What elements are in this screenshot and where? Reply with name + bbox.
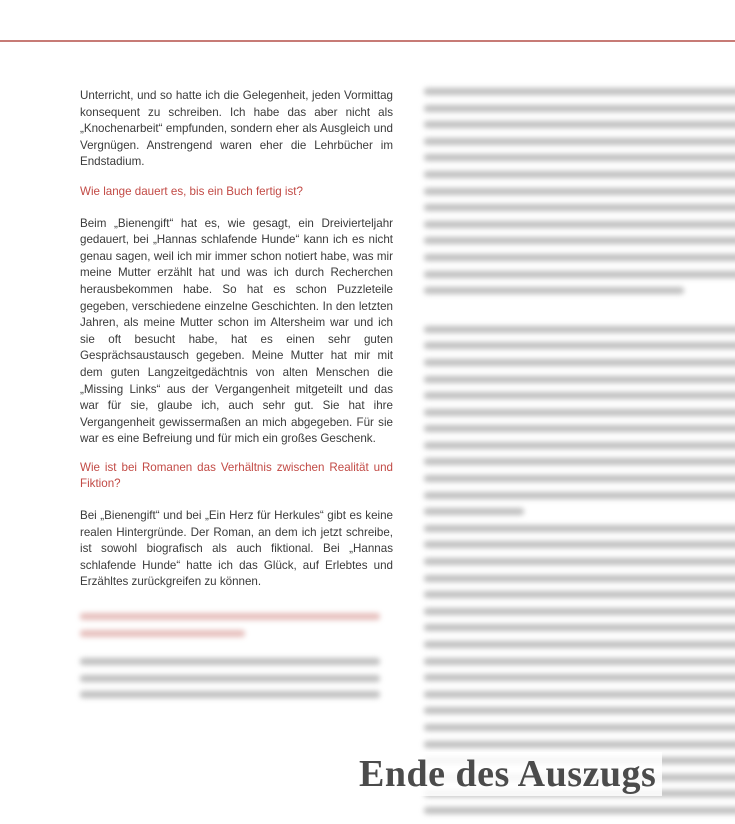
blurred-left-tail	[80, 613, 393, 698]
paragraph-1: Unterricht, und so hatte ich die Gelegenheit, jeden Vormittag konsequent zu schreiben. Ich habe das aber nicht als „Knochenarbeit“ empfunden, sondern eher als Ausgleich und Vergnügen. Anstrengend waren eher die Lehrbücher im Endstadium.	[80, 89, 393, 169]
excerpt-end-watermark: Ende des Auszugs	[355, 752, 662, 796]
header-rule	[0, 40, 735, 42]
blurred-right-column	[424, 88, 735, 824]
question-1: Wie lange dauert es, bis ein Buch fertig ist?	[80, 184, 303, 198]
article-left-column	[80, 88, 393, 708]
paragraph-3: Bei „Bienengift“ und bei „Ein Herz für Herkules“ gibt es keine realen Hintergründe. Der Roman, an dem ich jetzt schreibe, ist sowohl biografisch als auch fiktional. Bei „Hannas schlafende Hunde“ hatte ich das Glück, auf Erlebtes und Erzähltes zurückgreifen zu können.	[80, 509, 393, 589]
question-2: Wie ist bei Romanen das Verhältnis zwischen Realität und Fiktion?	[80, 460, 393, 491]
paragraph-2: Beim „Bienengift“ hat es, wie gesagt, ein Dreivierteljahr gedauert, bei „Hannas schlafende Hunde“ kann ich es nicht genau sagen, weil ich mir immer schon notiert habe, was mir meine Mutter erzählt hat und was ich durch Recherchen herausbekommen habe. So hat es schon Puzzleteile gegeben, verschiedene einzelne Geschichten. In den letzten Jahren, als meine Mutter schon im Altersheim war und ich sie oft besucht habe, hat es einen sehr guten Gesprächsaustausch gegeben. Meine Mutter hat mir mit dem guten Langzeitgedächtnis von alten Menschen die „Missing Links“ aus der Vergangenheit mitgeteilt und das war für sie, glaube ich, auch sehr gut. Sie hat ihre Vergangenheit gewissermaßen an mich abgegeben. Für sie war es eine Befreiung und für mich ein großes Geschenk.	[80, 216, 393, 446]
